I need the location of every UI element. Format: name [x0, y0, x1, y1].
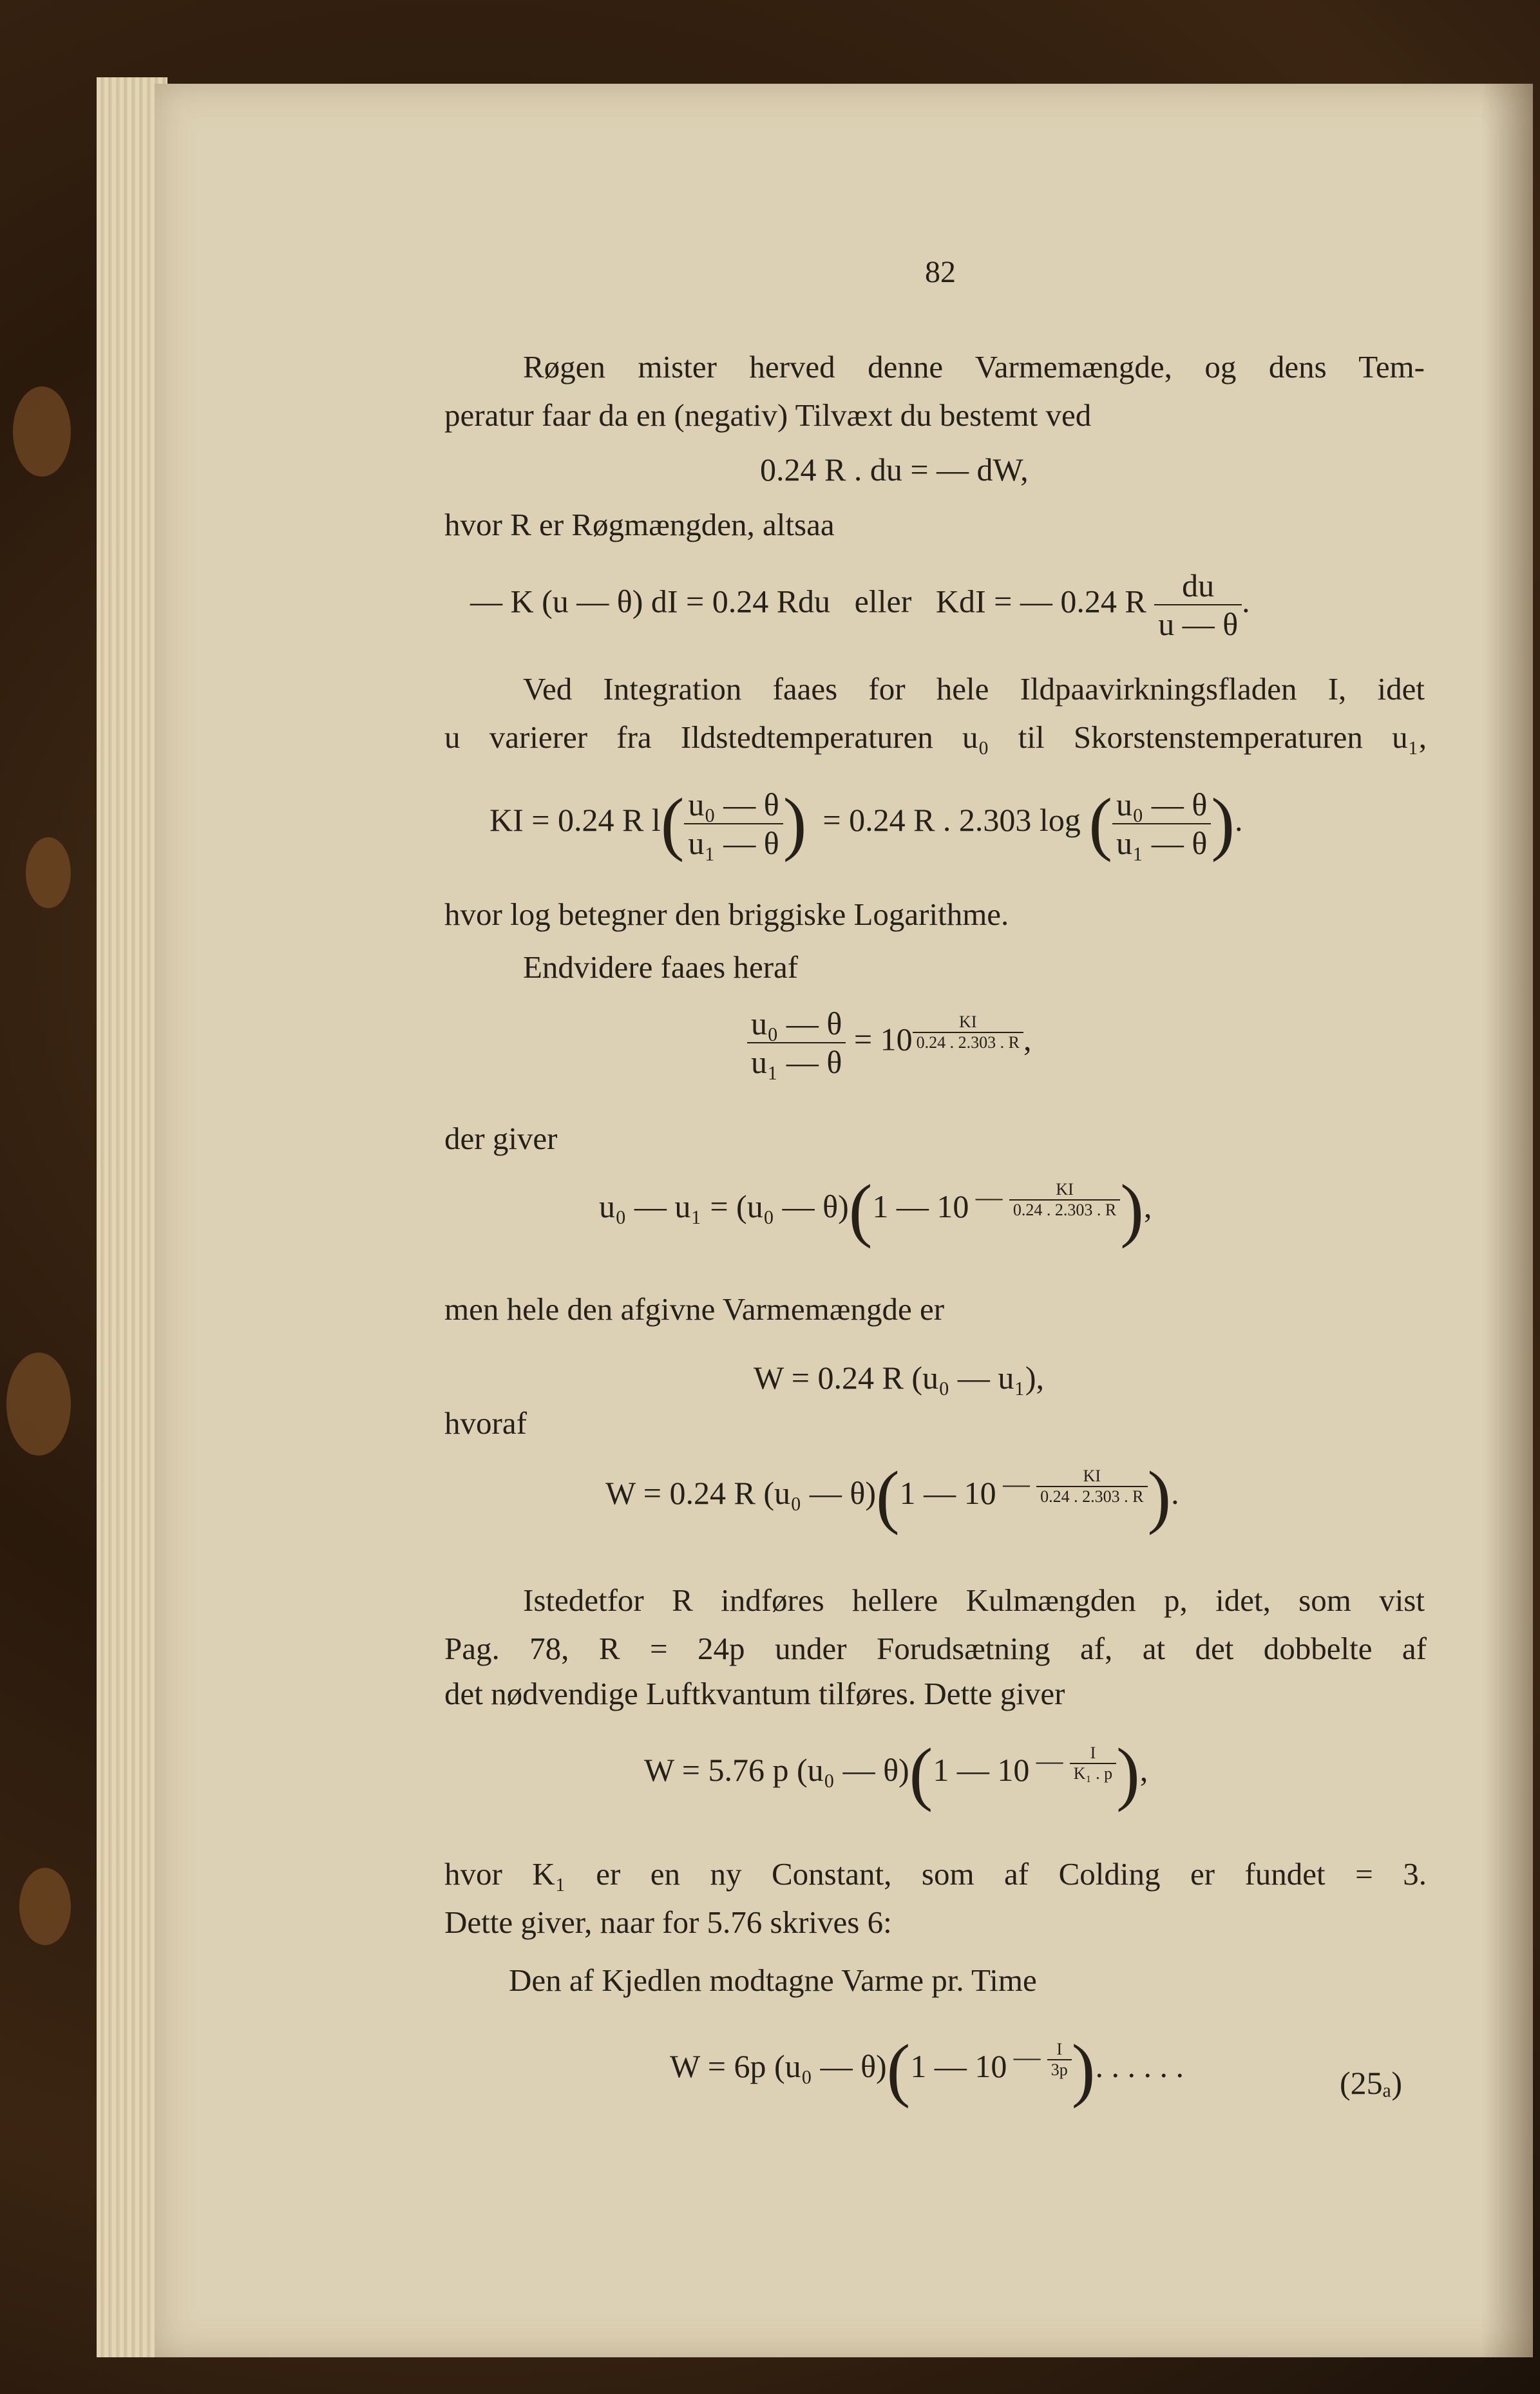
text-line: Dette giver, naar for 5.76 skrives 6: [444, 1905, 892, 1940]
eq7-exp-numerator: KI [1036, 1467, 1147, 1487]
text-line: Istedetfor R indføres hellere Kulmængden p, idet, som vist [523, 1582, 1425, 1618]
eq4-fraction [747, 1005, 846, 1081]
eq5-exp-denominator: 0.24 . 2.303 . R [1012, 1200, 1117, 1219]
eq3-denominator: u₁ — θ [688, 824, 779, 861]
equation-label: (25ₐ) [1340, 2065, 1402, 2101]
eq8-exp-numerator: I [1070, 1743, 1116, 1764]
text-line: hvor K₁ er en ny Constant, som af Colding er fundet = 3. [444, 1856, 1427, 1892]
eq4-exponent [913, 1012, 1023, 1052]
eq9-inner: 1 — 10 [910, 2047, 1007, 2084]
eq3-mid: = 0.24 R . 2.303 log [822, 801, 1081, 838]
eq3-numerator-2: u₀ — θ [1112, 786, 1211, 824]
text-line: Endvidere faaes heraf [523, 949, 799, 985]
eq3-denominator-2: u₁ — θ [1116, 824, 1208, 861]
equation-9: W = 6p (u₀ — θ)(1 — 10 $^{— \frac{I}{3p}}$ ). . . . . . [670, 2030, 1184, 2109]
eq7-exp-denominator: 0.24 . 2.303 . R [1040, 1487, 1144, 1506]
eq8-exponent [1070, 1743, 1116, 1783]
eq8-left: W = 5.76 p (u₀ — θ) [644, 1751, 909, 1788]
eq4-numerator: u₀ — θ [747, 1005, 846, 1043]
eq9-exp-denominator: 3p [1050, 2060, 1068, 2079]
equation-4: $\frac{\text{u₀ — θ}}{\text{u₁ — θ}}$ = 10 $^{\frac{KI}{0.24 . 2.303 . R}}$ , [747, 1005, 1031, 1081]
eq5-exponent [1009, 1180, 1120, 1220]
equation-6: W = 0.24 R (u₀ — u₁), [754, 1360, 1045, 1396]
text-line: u varierer fra Ildstedtemperaturen u₀ til Skorstenstemperaturen u₁, [444, 719, 1427, 755]
equation-5: u₀ — u₁ = (u₀ — θ)(1 — 10 $^{— \frac{KI}{0.24 . 2.303 . R}}$ ), [599, 1170, 1152, 1249]
eq3-fraction [684, 786, 783, 862]
eq7-exponent [1036, 1467, 1147, 1506]
eq2-right: KdI = — 0.24 R [935, 583, 1146, 620]
text-line: hvoraf [444, 1405, 527, 1441]
text-line: Den af Kjedlen modtagne Varme pr. Time [509, 1962, 1037, 1998]
eq3-fraction-2 [1112, 786, 1211, 862]
eq7-inner: 1 — 10 [899, 1474, 996, 1511]
eq2-fraction [1154, 567, 1242, 643]
equation-8: W = 5.76 p (u₀ — θ)(1 — 10 $^{— \frac{I}{\text{K₁ . p}}}$ ), [644, 1734, 1148, 1812]
equation-7: W = 0.24 R (u₀ — θ)(1 — 10 $^{— \frac{KI}{0.24 . 2.303 . R}}$ ). [605, 1457, 1179, 1535]
equation-1: 0.24 R . du = — dW, [760, 451, 1029, 488]
eq5-inner: 1 — 10 [872, 1188, 969, 1224]
eq2-mid: eller [854, 583, 912, 620]
text-line: hvor R er Røgmængden, altsaa [444, 507, 835, 542]
eq3-left: KI = 0.24 R l [490, 801, 661, 838]
eq5-exp-numerator: KI [1009, 1180, 1120, 1201]
text-line: Ved Integration faaes for hele Ildpaavirkningsfladen I, idet [523, 671, 1425, 707]
equation-2: — K (u — θ) dI = 0.24 Rdu eller KdI = — 0.24 R $\frac{du}{u — \theta}$ . [470, 567, 1250, 642]
eq9-exponent [1047, 2040, 1072, 2080]
eq8-exp-denominator: K₁ . p [1073, 1763, 1113, 1783]
eq9-left: W = 6p (u₀ — θ) [670, 2047, 887, 2084]
text-line: der giver [444, 1121, 558, 1156]
eq2-left: — K (u — θ) dI = 0.24 Rdu [470, 583, 831, 620]
eq4-exp-denominator: 0.24 . 2.303 . R [916, 1033, 1020, 1052]
text-line: hvor log betegner den briggiske Logarithme. [444, 897, 1009, 932]
eq5-left: u₀ — u₁ = (u₀ — θ) [599, 1188, 849, 1224]
text-line: Pag. 78, R = 24p under Forudsætning af, at det dobbelte af [444, 1631, 1427, 1666]
eq9-exp-numerator: I [1047, 2040, 1072, 2060]
eq4-rhs: = 10 [853, 1021, 913, 1058]
eq7-left: W = 0.24 R (u₀ — θ) [605, 1474, 877, 1511]
text-line: men hele den afgivne Varmemængde er [444, 1291, 945, 1327]
eq2-numerator: du [1154, 567, 1242, 605]
page-number: 82 [925, 255, 956, 289]
eq4-exp-numerator: KI [913, 1012, 1023, 1033]
text-line: Røgen mister herved denne Varmemængde, og dens Tem- [523, 349, 1425, 385]
text-line: peratur faar da en (negativ) Tilvæxt du bestemt ved [444, 397, 1092, 433]
eq2-denominator: u — θ [1158, 606, 1239, 642]
equation-3: KI = 0.24 R l( $\frac{\text{u₀ — θ}}{\text{u₁ — θ}}$ ) = 0.24 R . 2.303 log ( $\frac{\text{u₀ — θ}}{\text{u₁ — θ}}$ ). [490, 784, 1243, 862]
eq3-numerator: u₀ — θ [684, 786, 783, 824]
text-line: det nødvendige Luftkvantum tilføres. Dette giver [444, 1676, 1065, 1711]
eq4-denominator: u₁ — θ [751, 1044, 842, 1080]
eq9-dots: . . . . . [1111, 2047, 1184, 2084]
eq8-inner: 1 — 10 [933, 1751, 1030, 1788]
